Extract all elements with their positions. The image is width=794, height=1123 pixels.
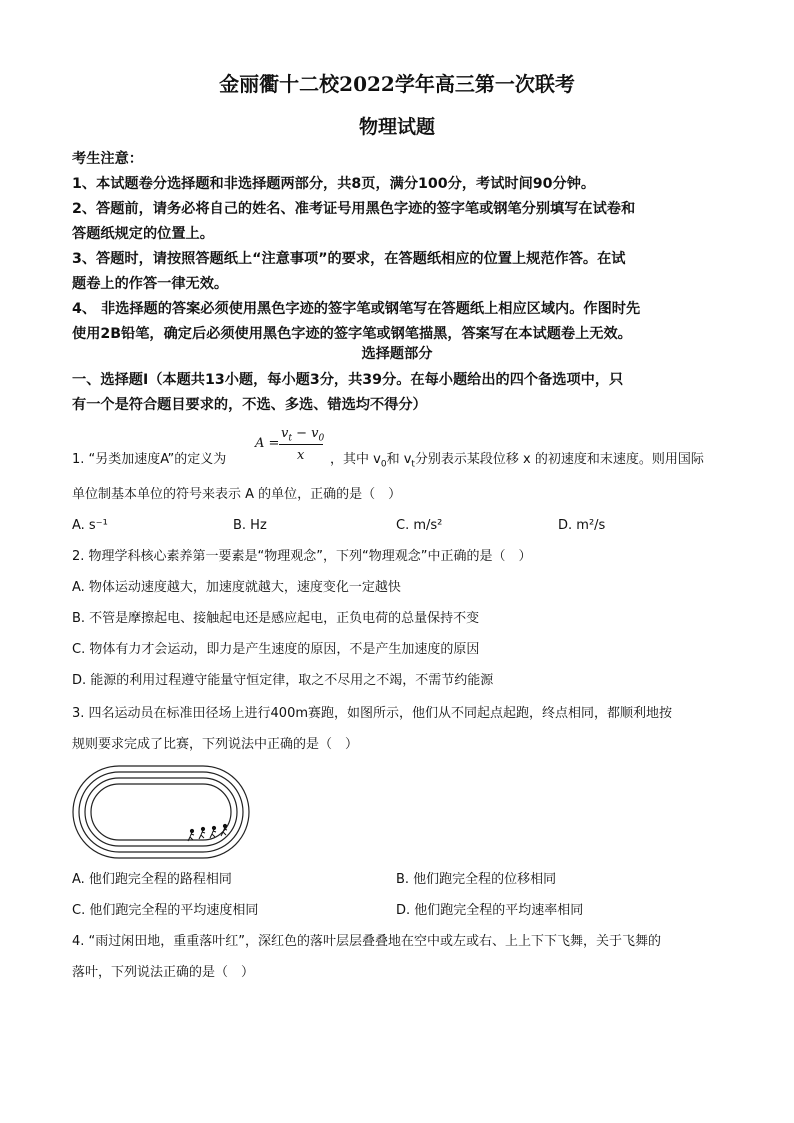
notes-line: 使用2B铅笔，确定后必须使用黑色字迹的签字笔或钢笔描黑，答案写在本试题卷上无效。 xyxy=(72,326,632,342)
q2-stem: 2. 物理学科核心素养第一要素是“物理观念”，下列“物理观念”中正确的是（ ） xyxy=(72,549,532,564)
q1-option-a: A. s⁻¹ xyxy=(72,518,108,533)
fraction-bar xyxy=(279,444,323,445)
q3-option-d: D. 他们跑完全程的平均速率相同 xyxy=(396,903,584,918)
q3-option-a: A. 他们跑完全程的路程相同 xyxy=(72,872,232,887)
q2-option-c: C. 物体有力才会运动，即力是产生速度的原因，不是产生加速度的原因 xyxy=(72,642,480,657)
formula-denominator: x xyxy=(297,448,305,463)
notes-line: 4、 非选择题的答案必须使用黑色字迹的签字笔或钢笔写在答题纸上相应区域内。作图时先 xyxy=(72,301,641,317)
q3-stem-line1: 3. 四名运动员在标准田径场上进行400m赛跑，如图所示，他们从不同起点起跑，终点相同，都顺利地按 xyxy=(72,706,673,721)
q3-stem-line2: 规则要求完成了比赛，下列说法中正确的是（ ） xyxy=(72,737,359,752)
q1-stem-suffix xyxy=(330,450,730,475)
exam-subtitle: 物理试题 xyxy=(358,116,435,138)
q1-text: 和 v xyxy=(386,452,412,467)
candidate-notes xyxy=(72,147,722,347)
q2-option-d: D. 能源的利用过程遵守能量守恒定律，取之不尽用之不竭，不需节约能源 xyxy=(72,673,494,688)
q1-sub: t xyxy=(411,459,415,470)
q3-option-c: C. 他们跑完全程的平均速度相同 xyxy=(72,903,259,918)
notes-line: 1、本试题卷分选择题和非选择题两部分，共8页，满分100分，考试时间90分钟。 xyxy=(72,176,596,192)
q3-option-b: B. 他们跑完全程的位移相同 xyxy=(396,872,557,887)
notes-line: 题卷上的作答一律无效。 xyxy=(72,276,229,292)
formula-minus-v: − v xyxy=(291,426,319,441)
q2-option-b: B. 不管是摩擦起电、接触起电还是感应起电，正负电荷的总量保持不变 xyxy=(72,611,480,626)
track-lane-outer xyxy=(73,766,249,858)
notes-line: 2、答题前，请务必将自己的姓名、准考证号用黑色字迹的签字笔或钢笔分别填写在试卷和 xyxy=(72,201,636,217)
q1-option-d: D. m²/s xyxy=(558,518,606,533)
q4-stem-line1: 4. “雨过闲田地，重重落叶红”，深红色的落叶层层叠叠地在空中或左或右、上上下下飞舞，关于飞舞的 xyxy=(72,934,662,949)
exam-title: 金丽衢十二校2022学年高三第一次联考 xyxy=(219,72,575,96)
q1-option-b: B. Hz xyxy=(233,518,267,533)
notes-line: 3、答题时，请按照答题纸上“注意事项”的要求，在答题纸相应的位置上规范作答。在试 xyxy=(72,251,626,267)
q1-option-c: C. m/s² xyxy=(396,518,443,533)
q1-text: ，其中 v xyxy=(330,452,381,467)
q1-stem-prefix: 1. “另类加速度A”的定义为 xyxy=(72,452,227,467)
section-title: 选择题部分 xyxy=(361,346,433,362)
running-track-figure xyxy=(72,765,252,861)
q4-stem-line2: 落叶，下列说法正确的是（ ） xyxy=(72,965,255,980)
formula-numerator xyxy=(281,426,324,444)
q2-option-a: A. 物体运动速度越大，加速度就越大，速度变化一定越快 xyxy=(72,580,401,595)
q1-stem-line2: 单位制基本单位的符号来表示 A 的单位，正确的是（ ） xyxy=(72,487,402,502)
formula-sub-0: 0 xyxy=(318,433,325,444)
part-heading-line: 一、选择题Ⅰ（本题共13小题，每小题3分，共39分。在每小题给出的四个备选项中，只 xyxy=(72,372,624,388)
q1-sub: 0 xyxy=(380,459,387,470)
formula-sub-t: t xyxy=(288,433,292,444)
formula-v: v xyxy=(281,426,289,441)
acceleration-formula xyxy=(255,426,335,472)
q1-text: 分别表示某段位移 x 的初速度和末速度。则用国际 xyxy=(414,452,704,467)
part-heading-line: 有一个是符合题目要求的，不选、多选、错选均不得分） xyxy=(72,397,427,413)
formula-lhs: A = xyxy=(255,436,280,451)
track-lane-inner xyxy=(91,784,231,840)
notes-line: 答题纸规定的位置上。 xyxy=(72,226,214,242)
notes-heading: 考生注意： xyxy=(72,151,143,167)
part-heading xyxy=(72,368,722,418)
